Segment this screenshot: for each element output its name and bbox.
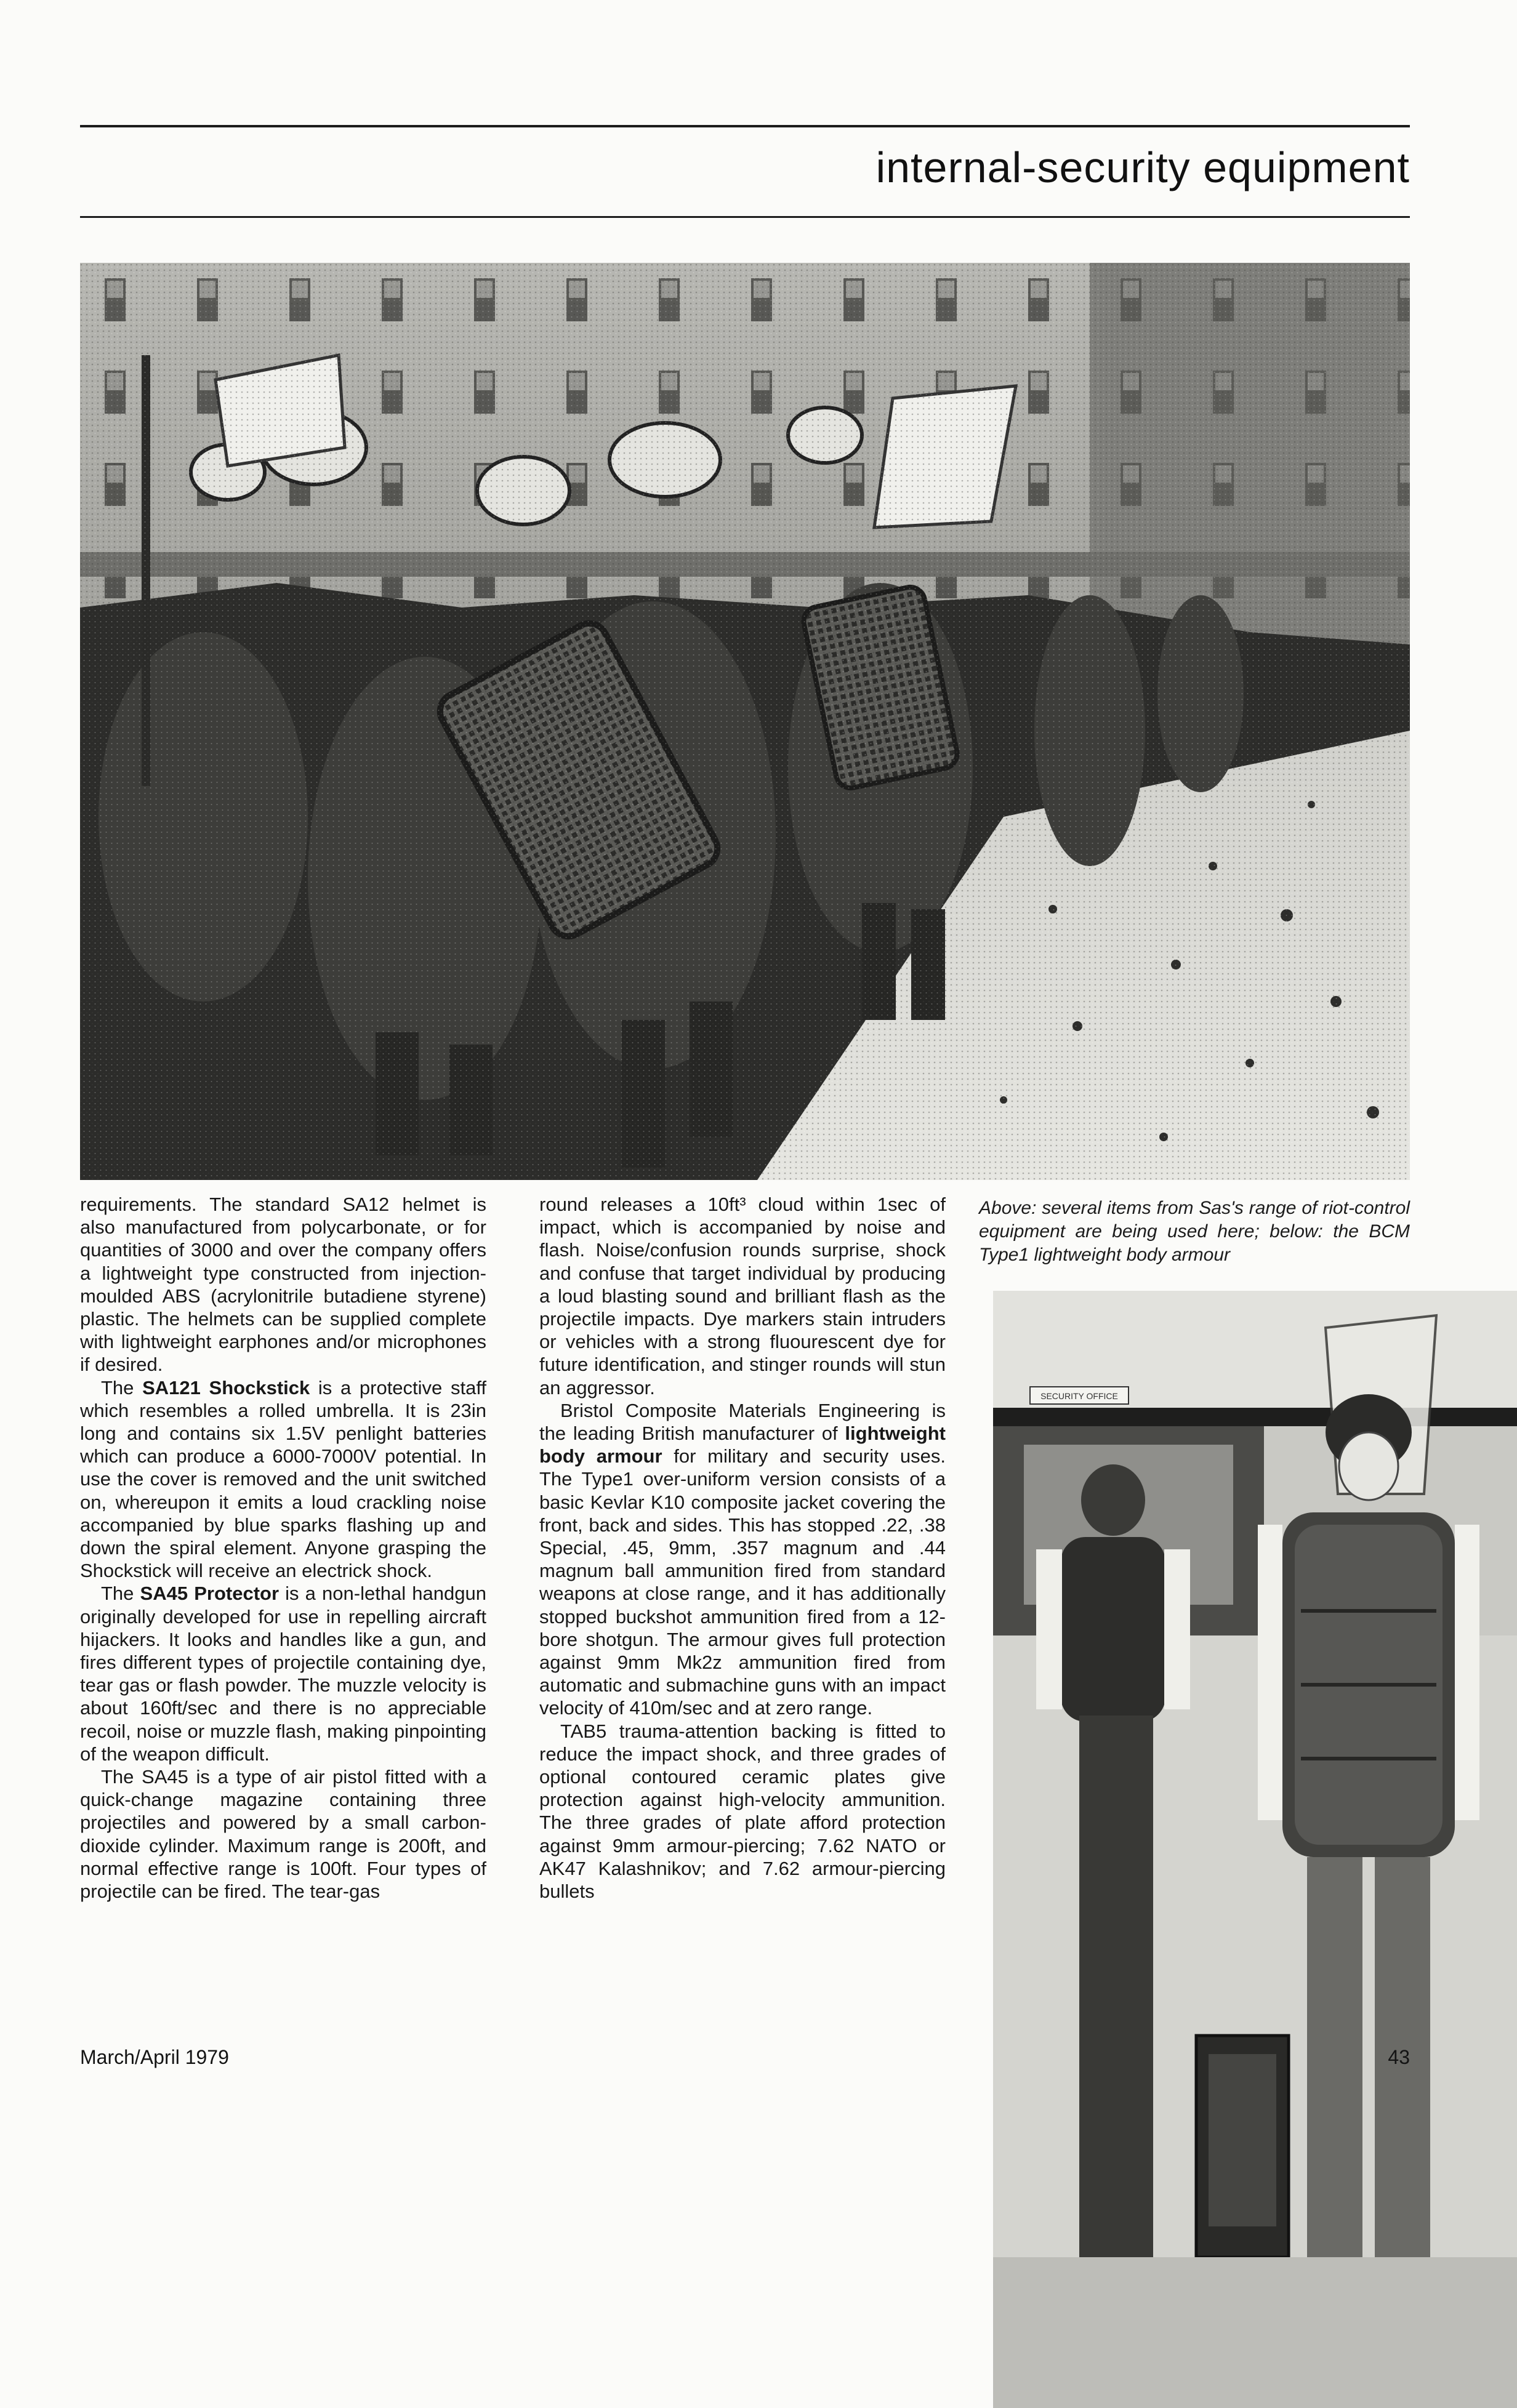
body-armour-illustration xyxy=(993,1291,1517,2408)
article-column-2 xyxy=(539,1193,946,1903)
header-top-rule xyxy=(80,125,1410,127)
product-name: SA45 Protector xyxy=(140,1583,280,1605)
photo-caption: Above: several items from Sas's range of riot-control equipment are being used here; below: the BCM Type1 lightweight body armour xyxy=(979,1198,1410,1265)
product-name: SA121 Shockstick xyxy=(142,1376,310,1399)
article-column-1 xyxy=(80,1193,486,1903)
paragraph: The SA121 Shockstick is a protective staff which resembles a rolled umbrella. It is 23in long and contains six 1.5V penlight batteries which can produce a 6000-7000V potential. In use the cover is removed and the unit switched on, whereupon it emits a loud crackling noise accompanied by blue sparks flashing up and down the spiral element. Anyone grasping the Shockstick will receive an electrick shock. xyxy=(80,1376,486,1582)
product-name: lightweight body armour xyxy=(539,1423,946,1467)
paragraph: requirements. The standard SA12 helmet is also manufactured from polycarbonate, or for quantities of 3000 and over the company offers a lightweight type constructed from injection-moulded ABS (acrylonitrile butadiene styrene) plastic. The helmets can be supplied complete with lightweight earphones and/or microphones if desired. xyxy=(80,1194,486,1376)
issue-date: March/April 1979 xyxy=(80,2046,229,2068)
paragraph: The SA45 Protector is a non-lethal handgun originally developed for use in repelling aircraft hijackers. It looks and handles like a gun, and fires different types of projectile containing dye, tear gas or flash powder. The muzzle velocity is about 160ft/sec and there is no appreciable recoil, noise or muzzle flash, making pinpointing of the weapon difficult. xyxy=(80,1583,486,1765)
paragraph: TAB5 trauma-attention backing is fitted to reduce the impact shock, and three grades of optional contoured ceramic plates give protection against high-velocity ammunition. The three grades of plate afford protection against 9mm armour-piercing; 7.62 NATO or AK47 Kalashnikov; and 7.62 armour-piercing bullets xyxy=(539,1720,946,1903)
paragraph: round releases a 10ft³ cloud within 1sec of impact, which is accompanied by noise and flash. Noise/confusion rounds surprise, shock and confuse that target individual by producing a loud blasting sound and brilliant flash as the projectile impacts. Dye markers stain intruders or vehicles with a strong fluourescent dye for future identification, and stinger rounds will stun an aggressor. xyxy=(539,1194,946,1399)
security-office-sign: SECURITY OFFICE xyxy=(1040,1391,1118,1401)
header-bottom-rule xyxy=(80,216,1410,218)
riot-control-photo xyxy=(80,263,1410,1180)
page-number: 43 xyxy=(1388,2046,1410,2068)
paragraph: The SA45 is a type of air pistol fitted with a quick-change magazine containing three projectiles and powered by a small carbon-dioxide cylinder. Maximum range is 200ft, and normal effective range is 100ft. Four types of projectile can be fired. The tear-gas xyxy=(80,1766,486,1903)
body-armour-photo xyxy=(993,1291,1517,2408)
section-title: internal-security equipment xyxy=(875,143,1410,191)
paragraph: Bristol Composite Materials Engineering is the leading British manufacturer of lightweight body armour for military and security uses. The Type1 over-uniform version consists of a basic Kevlar K10 composite jacket covering the front, back and sides. This has stopped .22, .38 Special, .45, 9mm, .357 magnum and .44 magnum ball ammunition fired from standard weapons at close range, and it has additionally stopped buckshot ammunition fired from a 12-bore shotgun. The armour gives full protection against 9mm Mk2z ammunition fired from automatic and submachine guns with an impact velocity of 410m/sec and at zero range. xyxy=(539,1399,946,1719)
riot-photo-illustration xyxy=(80,263,1410,1180)
